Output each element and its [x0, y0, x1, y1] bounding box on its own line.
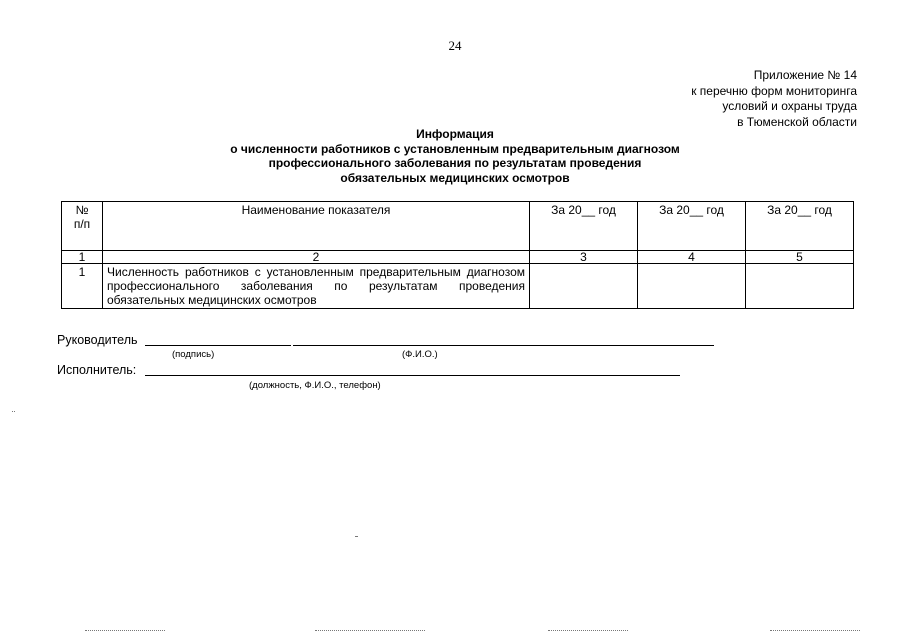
row-value-cell	[638, 264, 746, 309]
scan-artifact	[315, 630, 425, 631]
title-line: о численности работников с установленным предварительным диагнозом	[230, 141, 680, 156]
row-indicator-cell: Численность работников с установленным предварительным диагнозом профессионального заболевания по результатам проведения обязательных медицинских осмотров	[103, 264, 530, 309]
appendix-line: в Тюменской области	[737, 114, 857, 129]
scan-artifact	[355, 536, 357, 537]
executor-caption: (должность, Ф.И.О., телефон)	[249, 380, 381, 391]
scan-artifact	[770, 630, 860, 631]
head-name-line	[293, 345, 714, 346]
head-sign-caption: (подпись)	[172, 349, 215, 360]
header-cell-number: № п/п	[62, 202, 103, 251]
document-title	[150, 127, 760, 185]
executor-line	[145, 375, 680, 376]
column-number-cell: 1	[62, 251, 103, 264]
header-cell-year: За 20__ год	[530, 202, 638, 251]
appendix-line: условий и охраны труда	[722, 99, 857, 113]
row-value-cell	[530, 264, 638, 309]
header-cell-indicator: Наименование показателя	[103, 202, 530, 251]
table-row	[62, 264, 854, 309]
scan-artifact	[12, 411, 15, 412]
column-number-cell: 4	[638, 251, 746, 264]
title-line: Информация	[416, 127, 494, 141]
column-number-cell: 2	[103, 251, 530, 264]
head-name-caption: (Ф.И.О.)	[402, 349, 438, 360]
scan-artifact	[85, 630, 165, 631]
row-number-cell: 1	[62, 264, 103, 309]
appendix-note	[691, 68, 857, 130]
scan-artifact	[548, 630, 628, 631]
column-number-cell: 5	[746, 251, 854, 264]
table-header-row	[62, 202, 854, 251]
appendix-line: к перечню форм мониторинга	[691, 83, 857, 98]
title-line: обязательных медицинских осмотров	[340, 170, 570, 185]
column-number-cell: 3	[530, 251, 638, 264]
title-line: профессионального заболевания по результатам проведения	[268, 156, 642, 170]
indicators-table	[61, 201, 854, 309]
header-cell-year: За 20__ год	[746, 202, 854, 251]
appendix-line: Приложение № 14	[753, 68, 857, 82]
page-number: 24	[448, 38, 462, 53]
head-label: Руководитель	[57, 333, 138, 347]
row-value-cell	[746, 264, 854, 309]
executor-label: Исполнитель:	[57, 363, 137, 377]
column-number-row	[62, 251, 854, 264]
header-cell-year: За 20__ год	[638, 202, 746, 251]
head-signature-line	[145, 345, 291, 346]
